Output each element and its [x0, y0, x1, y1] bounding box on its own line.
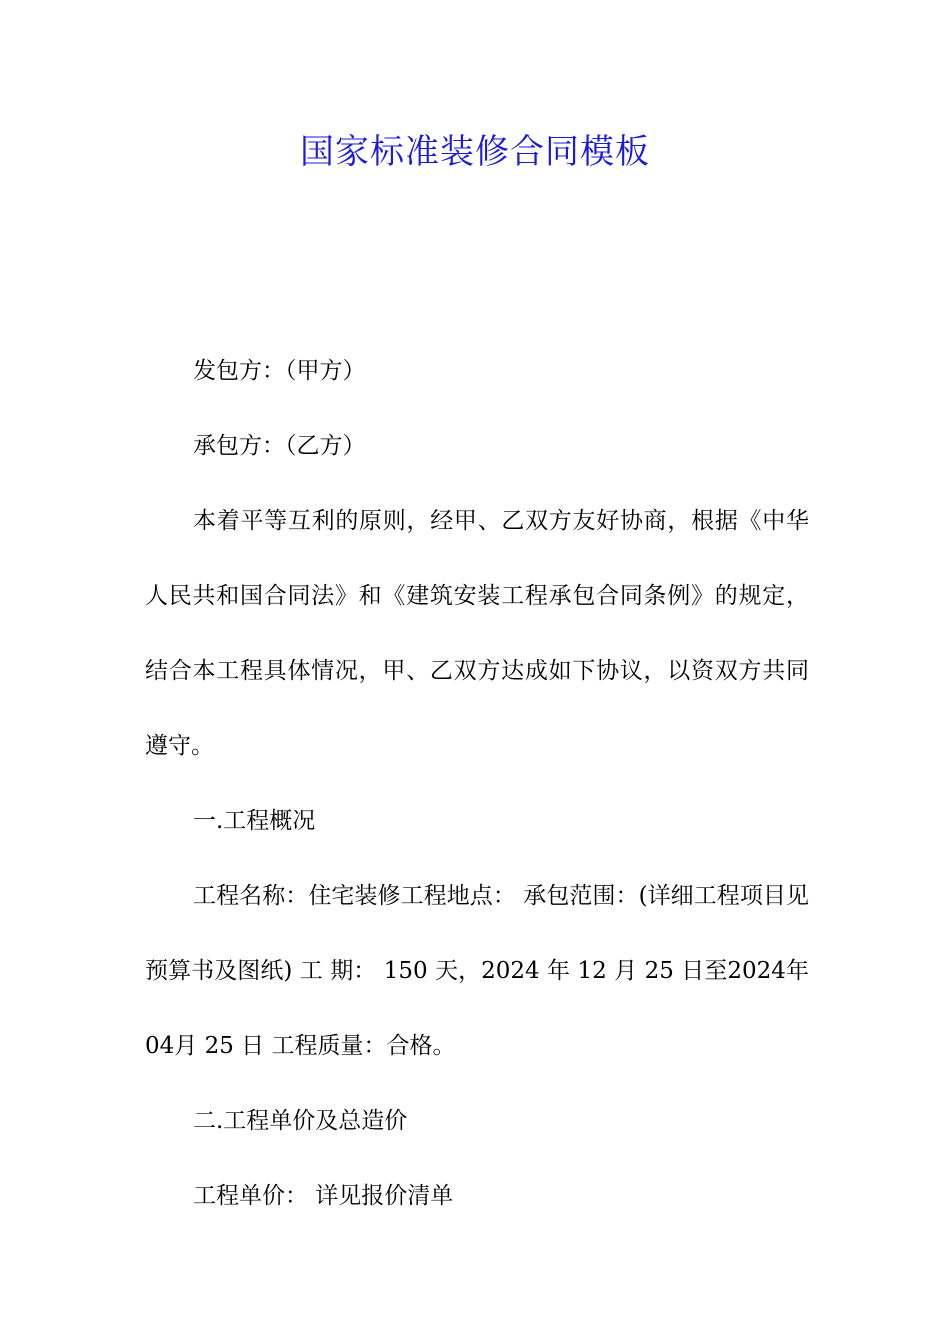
section-heading-overview: 一.工程概况 — [193, 808, 316, 834]
project-details-paragraph: 工程名称：住宅装修工程地点： 承包范围：(详细工程项目见预算书及图纸) 工 期： 150 天，2024 年 12 月 25 日至2024年04月 25 日 工程质量：合格。 — [145, 883, 809, 1059]
document-body — [145, 334, 809, 1234]
party-b-line: 承包方：（乙方） — [193, 433, 366, 459]
party-a-line: 发包方：（甲方） — [193, 358, 366, 384]
unit-price-line: 工程单价： 详见报价清单 — [193, 1183, 454, 1209]
document-title: 国家标准装修合同模板 — [300, 132, 650, 172]
section-heading-price: 二.工程单价及总造价 — [193, 1108, 408, 1134]
preamble-paragraph: 本着平等互利的原则，经甲、乙双方友好协商，根据《中华人民共和国合同法》和《建筑安装工程承包合同条例》的规定，结合本工程具体情况，甲、乙双方达成如下协议，以资双方共同遵守。 — [145, 508, 809, 759]
